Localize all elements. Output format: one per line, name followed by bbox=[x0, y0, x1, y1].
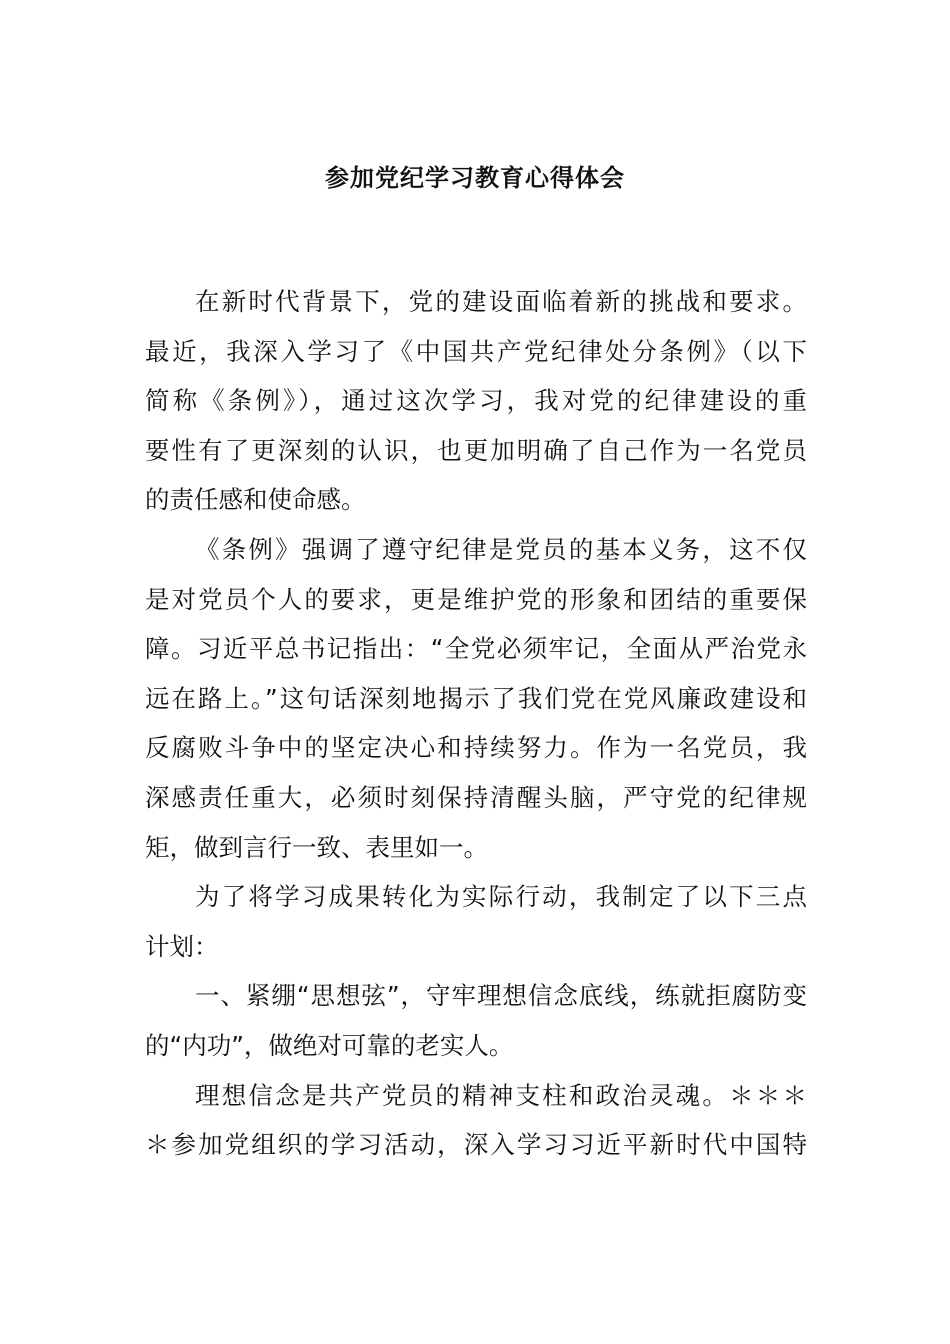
paragraph-line: 深感责任重大，必须时刻保持清醒头脑，严守党的纪律规 bbox=[145, 782, 807, 812]
paragraph-line: 在新时代背景下，党的建设面临着新的挑战和要求。 bbox=[195, 287, 807, 316]
paragraph-line: 《条例》强调了遵守纪律是党员的基本义务，这不仅 bbox=[195, 534, 807, 564]
paragraph-line: 的责任感和使命感。 bbox=[145, 485, 366, 515]
paragraph-line: 是对党员个人的要求，更是维护党的形象和团结的重要保 bbox=[145, 584, 807, 614]
paragraph-line: 要性有了更深刻的认识，也更加明确了自己作为一名党员 bbox=[145, 435, 807, 465]
paragraph-line: 为了将学习成果转化为实际行动，我制定了以下三点 bbox=[195, 882, 807, 912]
paragraph-line: 矩，做到言行一致、表里如一。 bbox=[145, 832, 488, 862]
paragraph-line: 理想信念是共产党员的精神支柱和政治灵魂。＊＊＊ bbox=[195, 1080, 807, 1110]
paragraph-line: 最近，我深入学习了《中国共产党纪律处分条例》（以下 bbox=[145, 336, 807, 366]
paragraph-line: 反腐败斗争中的坚定决心和持续努力。作为一名党员，我 bbox=[145, 733, 807, 763]
paragraph-line: 障。习近平总书记指出：“全党必须牢记，全面从严治党永 bbox=[145, 634, 807, 664]
document-title: 参加党纪学习教育心得体会 bbox=[325, 164, 625, 192]
document-body bbox=[145, 280, 807, 1173]
paragraph-line: 简称《条例》），通过这次学习，我对党的纪律建设的重 bbox=[145, 386, 807, 416]
paragraph-line: 远在路上。”这句话深刻地揭示了我们党在党风廉政建设和 bbox=[145, 683, 807, 713]
paragraph-line: 的“内功”，做绝对可靠的老实人。 bbox=[145, 1030, 514, 1060]
paragraph-line: 计划： bbox=[145, 931, 219, 961]
paragraph-line: ＊参加党组织的学习活动，深入学习习近平新时代中国特 bbox=[145, 1130, 807, 1160]
paragraph-line: 一、紧绷“思想弦”，守牢理想信念底线，练就拒腐防变 bbox=[195, 981, 807, 1011]
